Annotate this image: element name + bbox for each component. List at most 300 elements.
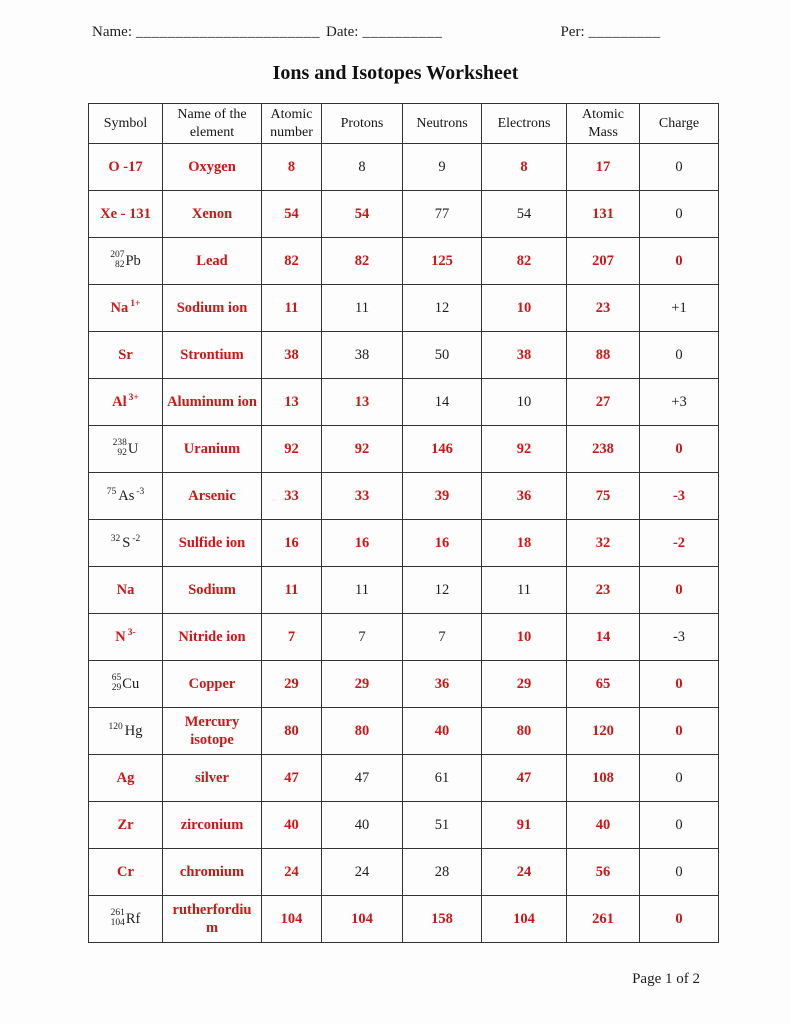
element-name-cell: [163, 520, 262, 567]
atomic-mass-cell: [567, 379, 640, 426]
element-symbol: Hg: [124, 722, 143, 739]
charge-cell: [640, 661, 719, 708]
cell-value: 29: [284, 675, 299, 692]
cell-value: 82: [284, 252, 299, 269]
cell-value: 18: [516, 534, 532, 551]
protons-cell: [322, 379, 403, 426]
element-name-cell: [163, 614, 262, 661]
symbol-cell: [89, 849, 163, 896]
cell-value: 56: [595, 863, 611, 880]
neutrons-cell: [403, 379, 482, 426]
atomic-number-cell: [262, 755, 322, 802]
cell-value: 120: [592, 722, 614, 739]
element-symbol: Na: [116, 581, 135, 598]
cell-value: 125: [431, 252, 453, 269]
cell-value: 38: [354, 346, 370, 363]
cell-value: 54: [516, 205, 532, 222]
electrons-cell: [482, 144, 567, 191]
symbol-cell: [89, 191, 163, 238]
protons-cell: [322, 473, 403, 520]
cell-value: 11: [355, 299, 369, 316]
atomic-mass-cell: [567, 708, 640, 755]
protons-cell: [322, 802, 403, 849]
protons-cell: [322, 896, 403, 943]
cell-value: Nitride ion: [178, 628, 246, 645]
cell-value: 38: [284, 346, 299, 363]
table-row: [89, 849, 719, 896]
table-row: [89, 285, 719, 332]
electrons-cell: [482, 849, 567, 896]
cell-value: 28: [434, 863, 450, 880]
protons-cell: [322, 849, 403, 896]
cell-value: 36: [516, 487, 532, 504]
atomic-mass-cell: [567, 614, 640, 661]
cell-value: silver: [195, 769, 229, 786]
cell-value: 40: [595, 816, 611, 833]
element-symbol: Ag: [116, 769, 135, 786]
element-name-cell: [163, 285, 262, 332]
symbol-cell: [89, 896, 163, 943]
cell-value: 104: [280, 910, 303, 927]
element-symbol: Al: [112, 393, 127, 410]
cell-value: 0: [675, 769, 683, 786]
charge-cell: [640, 896, 719, 943]
cell-value: 16: [354, 534, 370, 551]
per-blank-line: _________: [588, 24, 661, 40]
column-header-element-name: Name of the element: [163, 104, 262, 144]
cell-value: 39: [434, 487, 450, 504]
cell-value: 80: [284, 722, 299, 739]
cell-value: 12: [434, 299, 450, 316]
cell-value: 23: [595, 299, 611, 316]
electrons-cell: [482, 191, 567, 238]
cell-value: 75: [595, 487, 611, 504]
cell-value: 38: [516, 346, 532, 363]
symbol-cell: [89, 802, 163, 849]
column-header-symbol: Symbol: [89, 104, 163, 144]
cell-value: +1: [671, 299, 687, 316]
cell-value: +3: [671, 393, 687, 410]
page-title: Ions and Isotopes Worksheet: [272, 62, 519, 84]
atomic-mass-cell: [567, 802, 640, 849]
cell-value: 146: [431, 440, 453, 457]
atomic-number-cell: [262, 379, 322, 426]
neutrons-cell: [403, 567, 482, 614]
name-blank-line: _______________________: [135, 24, 320, 40]
symbol-cell: [89, 614, 163, 661]
electrons-cell: [482, 520, 567, 567]
atomic-number-cell: [262, 473, 322, 520]
cell-value: 82: [516, 252, 532, 269]
isotope-notation-stack: 261 104: [110, 907, 125, 928]
cell-value: Copper: [188, 675, 236, 692]
cell-value: -3: [672, 628, 686, 645]
charge-cell: [640, 708, 719, 755]
charge-cell: [640, 567, 719, 614]
cell-value: Sodium ion: [176, 299, 248, 316]
atomic-number-cell: [262, 896, 322, 943]
symbol-cell: [89, 755, 163, 802]
table-row: [89, 473, 719, 520]
ion-charge-superscript: 3+: [128, 393, 139, 404]
atomic-number-cell: [262, 849, 322, 896]
cell-value: 14: [595, 628, 611, 645]
table-row: [89, 426, 719, 473]
element-symbol: As: [118, 487, 135, 504]
column-header-atomic-mass: Atomic Mass: [567, 104, 640, 144]
date-label: Date:: [325, 24, 359, 40]
cell-value: 23: [595, 581, 611, 598]
cell-value: 33: [354, 487, 370, 504]
table-row: [89, 708, 719, 755]
charge-cell: [640, 144, 719, 191]
cell-value: Sulfide ion: [178, 534, 246, 551]
cell-value: 17: [595, 158, 611, 175]
neutrons-cell: [403, 896, 482, 943]
cell-value: 13: [284, 393, 299, 410]
table-row: [89, 567, 719, 614]
cell-value: 0: [675, 252, 683, 269]
column-header-electrons: Electrons: [482, 104, 567, 144]
cell-value: 238: [592, 440, 614, 457]
atomic-mass-cell: [567, 473, 640, 520]
cell-value: 32: [595, 534, 611, 551]
cell-value: 27: [595, 393, 611, 410]
table-row: [89, 379, 719, 426]
column-header-protons: Protons: [322, 104, 403, 144]
atomic-number-cell: [262, 285, 322, 332]
charge-cell: [640, 332, 719, 379]
protons-cell: [322, 285, 403, 332]
cell-value: 92: [284, 440, 299, 457]
charge-cell: [640, 802, 719, 849]
cell-value: 29: [516, 675, 532, 692]
element-symbol: Na: [110, 299, 129, 316]
atomic-mass-cell: [567, 285, 640, 332]
cell-value: 61: [434, 769, 450, 786]
cell-value: Sodium: [188, 581, 236, 598]
cell-value: 7: [287, 628, 296, 645]
element-name-cell: [163, 849, 262, 896]
cell-value: 51: [434, 816, 450, 833]
cell-value: chromium: [179, 863, 245, 880]
cell-value: 92: [516, 440, 532, 457]
cell-value: 13: [354, 393, 370, 410]
element-symbol: Zr: [117, 816, 134, 833]
cell-value: 108: [592, 769, 614, 786]
atomic-mass-cell: [567, 755, 640, 802]
atomic-mass-cell: [567, 144, 640, 191]
cell-value: 47: [284, 769, 299, 786]
neutrons-cell: [403, 708, 482, 755]
protons-cell: [322, 238, 403, 285]
symbol-cell: [89, 661, 163, 708]
atomic-number-cell: [262, 567, 322, 614]
atomic-number-cell: [262, 144, 322, 191]
table-row: [89, 520, 719, 567]
neutrons-cell: [403, 238, 482, 285]
cell-value: 104: [351, 910, 373, 927]
cell-value: 91: [516, 816, 532, 833]
symbol-cell: [89, 379, 163, 426]
isotope-notation-stack: 207 82: [110, 249, 125, 270]
ion-charge-superscript: -2: [132, 534, 141, 545]
neutrons-cell: [403, 755, 482, 802]
symbol-cell: [89, 144, 163, 191]
cell-value: Oxygen: [188, 158, 236, 175]
atomic-mass-cell: [567, 896, 640, 943]
protons-cell: [322, 332, 403, 379]
protons-cell: [322, 661, 403, 708]
symbol-cell: [89, 332, 163, 379]
cell-value: 24: [284, 863, 299, 880]
cell-value: 0: [675, 722, 683, 739]
atomic-mass-cell: [567, 191, 640, 238]
element-name-cell: [163, 567, 262, 614]
cell-value: 77: [434, 205, 450, 222]
cell-value: 7: [358, 628, 366, 645]
cell-value: 80: [354, 722, 370, 739]
element-symbol: Sr: [118, 346, 133, 363]
electrons-cell: [482, 332, 567, 379]
table-row: [89, 755, 719, 802]
symbol-cell: [89, 285, 163, 332]
electrons-cell: [482, 755, 567, 802]
cell-value: 88: [595, 346, 611, 363]
atomic-number-cell: [262, 426, 322, 473]
cell-value: -3: [672, 487, 686, 504]
cell-value: 47: [354, 769, 370, 786]
cell-value: 104: [513, 910, 535, 927]
electrons-cell: [482, 708, 567, 755]
ion-charge-superscript: 3-: [127, 628, 136, 639]
element-name-cell: [163, 708, 262, 755]
protons-cell: [322, 614, 403, 661]
neutrons-cell: [403, 802, 482, 849]
table-row: [89, 661, 719, 708]
table-row: [89, 238, 719, 285]
cell-value: 47: [516, 769, 532, 786]
cell-value: 9: [438, 158, 446, 175]
cell-value: 10: [516, 628, 532, 645]
per-label: Per:: [560, 24, 585, 40]
cell-value: 11: [284, 299, 299, 316]
protons-cell: [322, 191, 403, 238]
atomic-mass-cell: [567, 567, 640, 614]
cell-value: 131: [592, 205, 614, 222]
element-name-cell: [163, 379, 262, 426]
electrons-cell: [482, 473, 567, 520]
cell-value: zirconium: [180, 816, 244, 833]
electrons-cell: [482, 285, 567, 332]
protons-cell: [322, 755, 403, 802]
cell-value: 11: [284, 581, 299, 598]
date-blank-line: __________: [362, 24, 443, 40]
cell-value: 0: [675, 910, 683, 927]
cell-value: 8: [287, 158, 296, 175]
atomic-number-cell: [262, 332, 322, 379]
mass-number-superscript: 75: [106, 487, 117, 498]
column-header-neutrons: Neutrons: [403, 104, 482, 144]
name-date-per-line: [92, 24, 712, 41]
neutrons-cell: [403, 520, 482, 567]
charge-cell: [640, 614, 719, 661]
charge-cell: [640, 755, 719, 802]
element-name-cell: [163, 755, 262, 802]
cell-value: 7: [438, 628, 446, 645]
electrons-cell: [482, 661, 567, 708]
table-row: [89, 144, 719, 191]
table-row: [89, 896, 719, 943]
atomic-mass-cell: [567, 238, 640, 285]
symbol-cell: [89, 426, 163, 473]
cell-value: 11: [355, 581, 369, 598]
page-number: Page 1 of 2: [632, 971, 700, 987]
cell-value: 40: [434, 722, 450, 739]
cell-value: 0: [675, 581, 683, 598]
element-name-cell: [163, 896, 262, 943]
atomic-number-cell: [262, 191, 322, 238]
cell-value: Aluminum ion: [167, 393, 257, 410]
cell-value: rutherfordium: [172, 901, 252, 936]
cell-value: 33: [284, 487, 299, 504]
neutrons-cell: [403, 614, 482, 661]
column-header-atomic-number: Atomic number: [262, 104, 322, 144]
protons-cell: [322, 567, 403, 614]
cell-value: 36: [434, 675, 450, 692]
electrons-cell: [482, 238, 567, 285]
cell-value: 14: [434, 393, 450, 410]
cell-value: 12: [434, 581, 450, 598]
cell-value: 40: [354, 816, 370, 833]
cell-value: -2: [672, 534, 686, 551]
electrons-cell: [482, 567, 567, 614]
atomic-mass-cell: [567, 332, 640, 379]
symbol-cell: [89, 238, 163, 285]
table-row: [89, 802, 719, 849]
cell-value: 82: [354, 252, 370, 269]
atomic-mass-cell: [567, 426, 640, 473]
cell-value: 16: [284, 534, 299, 551]
protons-cell: [322, 144, 403, 191]
protons-cell: [322, 520, 403, 567]
cell-value: 158: [431, 910, 453, 927]
cell-value: 24: [354, 863, 370, 880]
element-name-cell: [163, 661, 262, 708]
charge-cell: [640, 285, 719, 332]
atomic-number-cell: [262, 661, 322, 708]
neutrons-cell: [403, 144, 482, 191]
table-row: [89, 332, 719, 379]
neutrons-cell: [403, 285, 482, 332]
cell-value: 8: [358, 158, 366, 175]
atomic-number-cell: [262, 238, 322, 285]
isotope-notation-stack: 238 92: [112, 437, 127, 458]
atomic-number-cell: [262, 708, 322, 755]
cell-value: 8: [520, 158, 528, 175]
element-symbol: Pb: [125, 252, 141, 269]
cell-value: 65: [595, 675, 611, 692]
element-symbol: Cr: [117, 863, 134, 880]
cell-value: Lead: [196, 252, 228, 269]
ion-charge-superscript: -3: [136, 487, 145, 498]
charge-cell: [640, 238, 719, 285]
electrons-cell: [482, 802, 567, 849]
neutrons-cell: [403, 661, 482, 708]
table-body: [89, 144, 719, 943]
charge-cell: [640, 191, 719, 238]
cell-value: 24: [516, 863, 532, 880]
cell-value: 40: [284, 816, 299, 833]
element-name-cell: [163, 191, 262, 238]
electrons-cell: [482, 426, 567, 473]
element-name-cell: [163, 144, 262, 191]
symbol-cell: [89, 520, 163, 567]
cell-value: 54: [284, 205, 299, 222]
symbol-cell: [89, 473, 163, 520]
cell-value: 92: [354, 440, 370, 457]
table-row: [89, 614, 719, 661]
cell-value: 0: [675, 863, 683, 880]
cell-value: 54: [354, 205, 370, 222]
mass-number-superscript: 120: [108, 722, 123, 733]
element-name-cell: [163, 238, 262, 285]
charge-cell: [640, 379, 719, 426]
electrons-cell: [482, 896, 567, 943]
element-symbol: U: [127, 440, 139, 457]
element-symbol: N: [115, 628, 126, 645]
table-header-row: [89, 104, 719, 144]
element-symbol: S: [122, 534, 131, 551]
symbol-cell: [89, 708, 163, 755]
element-symbol: Cu: [122, 675, 140, 692]
cell-value: 0: [675, 158, 683, 175]
cell-value: 50: [434, 346, 450, 363]
atomic-number-cell: [262, 520, 322, 567]
element-symbol: O -17: [108, 158, 143, 175]
cell-value: 10: [516, 393, 532, 410]
electrons-cell: [482, 614, 567, 661]
cell-value: 0: [675, 205, 683, 222]
ion-charge-superscript: 1+: [130, 299, 141, 310]
cell-value: 10: [516, 299, 532, 316]
atomic-mass-cell: [567, 520, 640, 567]
element-symbol: Rf: [125, 910, 141, 927]
protons-cell: [322, 426, 403, 473]
atomic-number-cell: [262, 802, 322, 849]
column-header-charge: Charge: [640, 104, 719, 144]
neutrons-cell: [403, 332, 482, 379]
isotope-notation-stack: 65 29: [111, 672, 122, 693]
cell-value: 0: [675, 816, 683, 833]
symbol-cell: [89, 567, 163, 614]
electrons-cell: [482, 379, 567, 426]
cell-value: Strontium: [180, 346, 244, 363]
element-name-cell: [163, 473, 262, 520]
charge-cell: [640, 849, 719, 896]
element-symbol: Xe - 131: [100, 205, 151, 222]
cell-value: Mercury isotope: [184, 713, 240, 748]
cell-value: 0: [675, 346, 683, 363]
cell-value: 261: [592, 910, 614, 927]
neutrons-cell: [403, 849, 482, 896]
cell-value: 29: [354, 675, 370, 692]
cell-value: 207: [592, 252, 614, 269]
mass-number-superscript: 32: [110, 534, 121, 545]
cell-value: 16: [434, 534, 450, 551]
element-name-cell: [163, 332, 262, 379]
protons-cell: [322, 708, 403, 755]
